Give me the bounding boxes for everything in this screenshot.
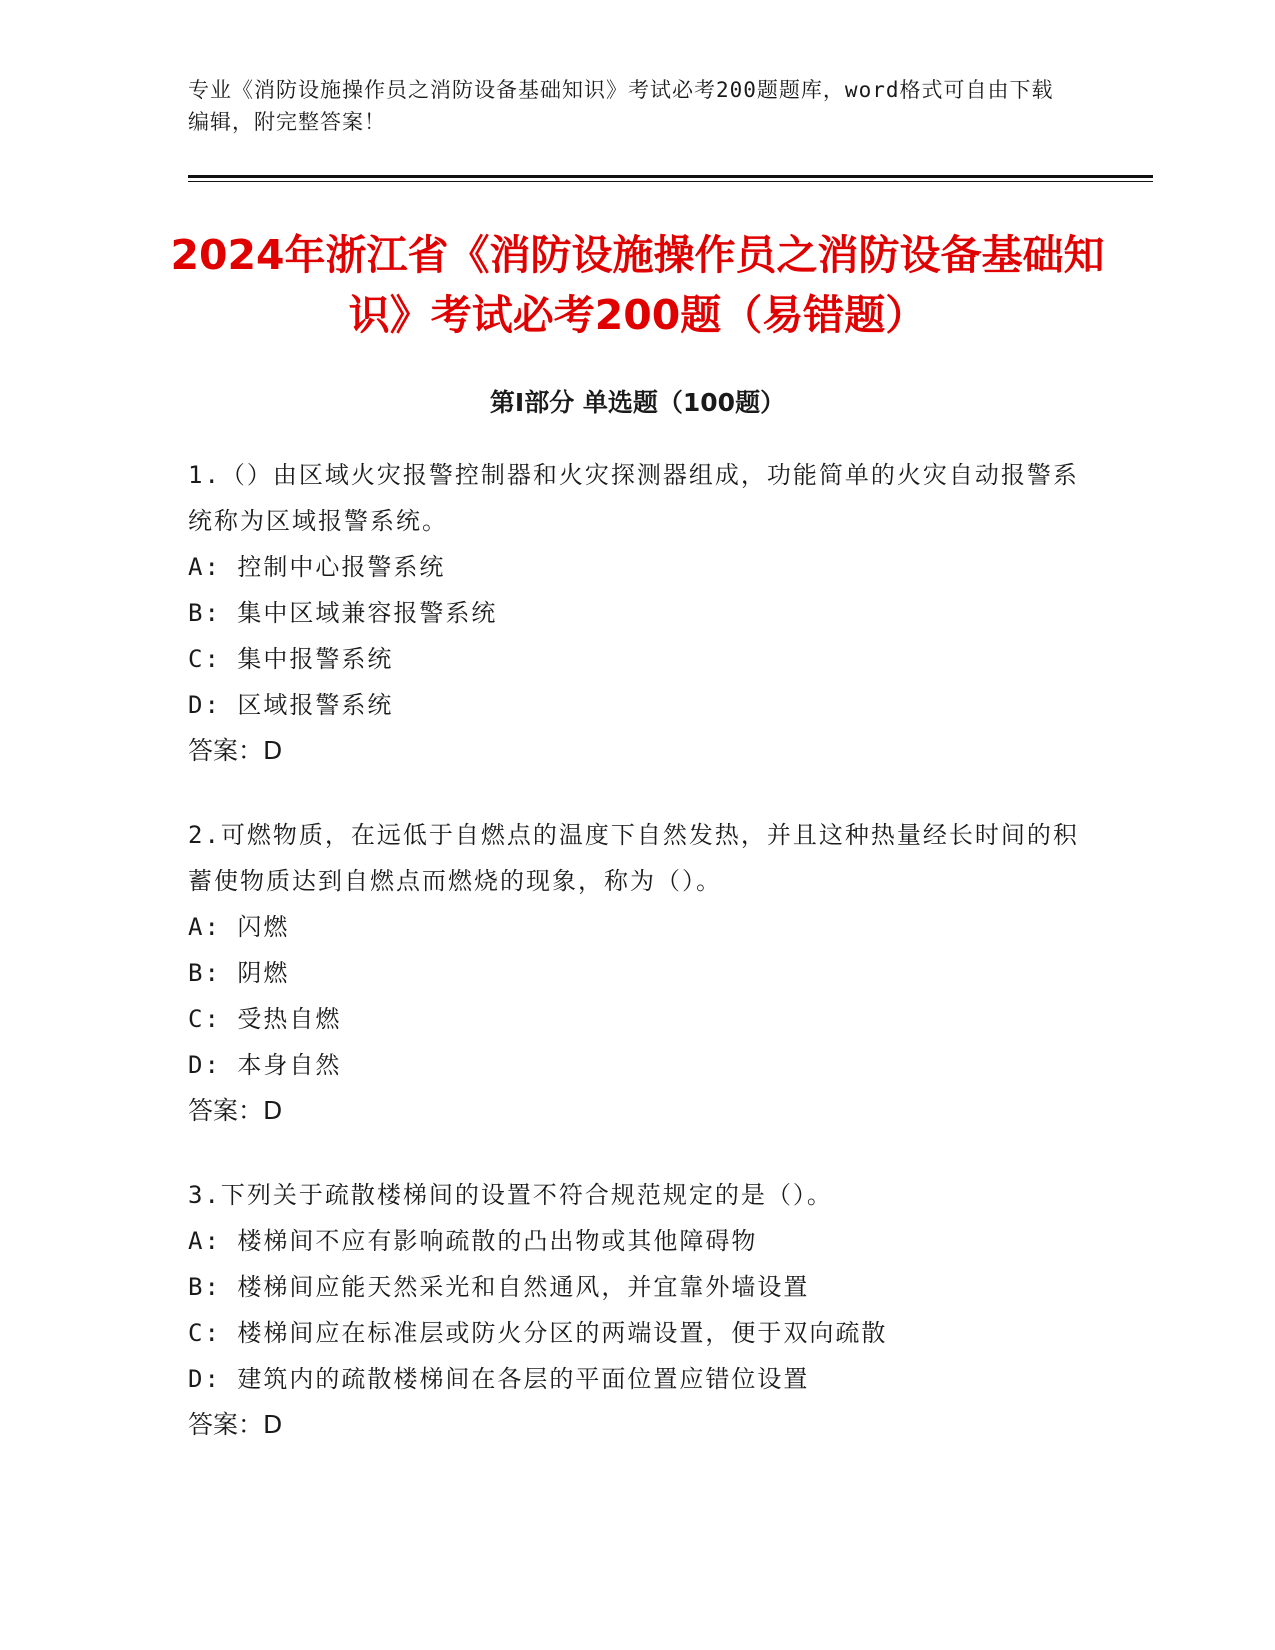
question-stem: 2.可燃物质，在远低于自燃点的温度下自然发热，并且这种热量经长时间的积蓄使物质达到自燃点而燃烧的现象，称为（）。 bbox=[188, 821, 1079, 895]
option-a: A: 控制中心报警系统 bbox=[188, 553, 446, 581]
question-stem: 1.（）由区域火灾报警控制器和火灾探测器组成，功能简单的火灾自动报警系统称为区域报警系统。 bbox=[188, 461, 1079, 535]
document-title: 2024年浙江省《消防设施操作员之消防设备基础知识》考试必考200题（易错题） bbox=[170, 231, 1105, 339]
option-d: D: 本身自然 bbox=[188, 1051, 342, 1079]
option-c: C: 集中报警系统 bbox=[188, 645, 394, 673]
question-block bbox=[188, 812, 1088, 1134]
option-c: C: 受热自燃 bbox=[188, 1005, 342, 1033]
section-title: 第I部分 单选题（100题） bbox=[489, 388, 786, 417]
option-b: B: 集中区域兼容报警系统 bbox=[188, 599, 498, 627]
option-d: D: 区域报警系统 bbox=[188, 691, 394, 719]
answer: 答案：D bbox=[188, 736, 283, 765]
option-c: C: 楼梯间应在标准层或防火分区的两端设置，便于双向疏散 bbox=[188, 1319, 888, 1347]
answer: 答案：D bbox=[188, 1410, 283, 1439]
answer: 答案：D bbox=[188, 1096, 283, 1125]
question-stem: 3.下列关于疏散楼梯间的设置不符合规范规定的是（）。 bbox=[188, 1181, 833, 1209]
option-a: A: 楼梯间不应有影响疏散的凸出物或其他障碍物 bbox=[188, 1227, 758, 1255]
question-block bbox=[188, 1172, 1088, 1448]
header-rule-thick bbox=[188, 175, 1153, 178]
option-d: D: 建筑内的疏散楼梯间在各层的平面位置应错位设置 bbox=[188, 1365, 810, 1393]
option-b: B: 阴燃 bbox=[188, 959, 290, 987]
option-b: B: 楼梯间应能天然采光和自然通风，并宜靠外墙设置 bbox=[188, 1273, 810, 1301]
option-a: A: 闪燃 bbox=[188, 913, 290, 941]
header-note: 专业《消防设施操作员之消防设备基础知识》考试必考200题题库，word格式可自由下载编辑，附完整答案！ bbox=[188, 78, 1054, 134]
question-block bbox=[188, 452, 1088, 774]
header-rule-thin bbox=[188, 181, 1153, 182]
